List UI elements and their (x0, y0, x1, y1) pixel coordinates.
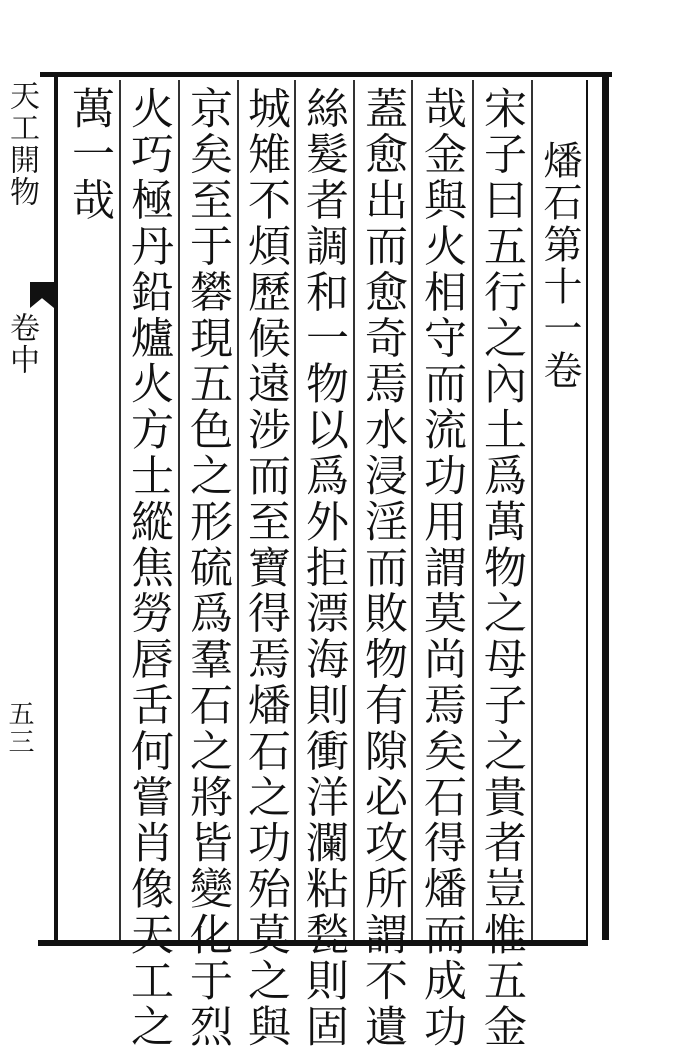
text-column-1: 宋子曰五行之內土爲萬物之母子之貴者豈惟五金 (477, 86, 527, 1050)
margin-volume: 卷中 (4, 312, 39, 376)
column-divider (178, 80, 180, 940)
top-border-line (40, 72, 612, 77)
column-divider (472, 80, 474, 940)
margin-book-title: 天工開物 (4, 80, 39, 208)
text-column-3: 蓋愈出而愈奇焉水浸淫而敗物有隙必攻所謂不遺 (358, 86, 408, 1050)
text-column-2: 哉金與火相守而流功用謂莫尚焉矣石得燔而成功 (417, 86, 467, 1050)
column-divider (237, 80, 239, 940)
column-divider (411, 80, 413, 940)
chapter-title: 燔石第十一卷 (537, 140, 582, 392)
text-column-8: 萬一哉 (65, 86, 115, 224)
column-divider (119, 80, 121, 940)
right-border-line (602, 72, 609, 940)
column-divider (353, 80, 355, 940)
text-column-7: 火巧極丹鉛爐火方士縱焦勞唇舌何嘗肖像天工之 (124, 86, 174, 1050)
left-border-line (54, 72, 58, 942)
column-divider (531, 80, 533, 940)
text-column-5: 城雉不煩歷候遠涉而至寶得焉燔石之功殆莫之與 (241, 86, 291, 1050)
text-column-4: 絲髮者調和一物以爲外拒漂海則衝洋瀾粘甃則固 (299, 86, 349, 1050)
right-inner-border-line (586, 80, 588, 940)
column-divider (294, 80, 296, 940)
text-column-6: 京矣至于礬現五色之形硫爲羣石之將皆變化于烈 (183, 86, 233, 1050)
margin-page-number: 五三 (4, 700, 34, 756)
fish-tail-mark-icon (30, 282, 54, 308)
